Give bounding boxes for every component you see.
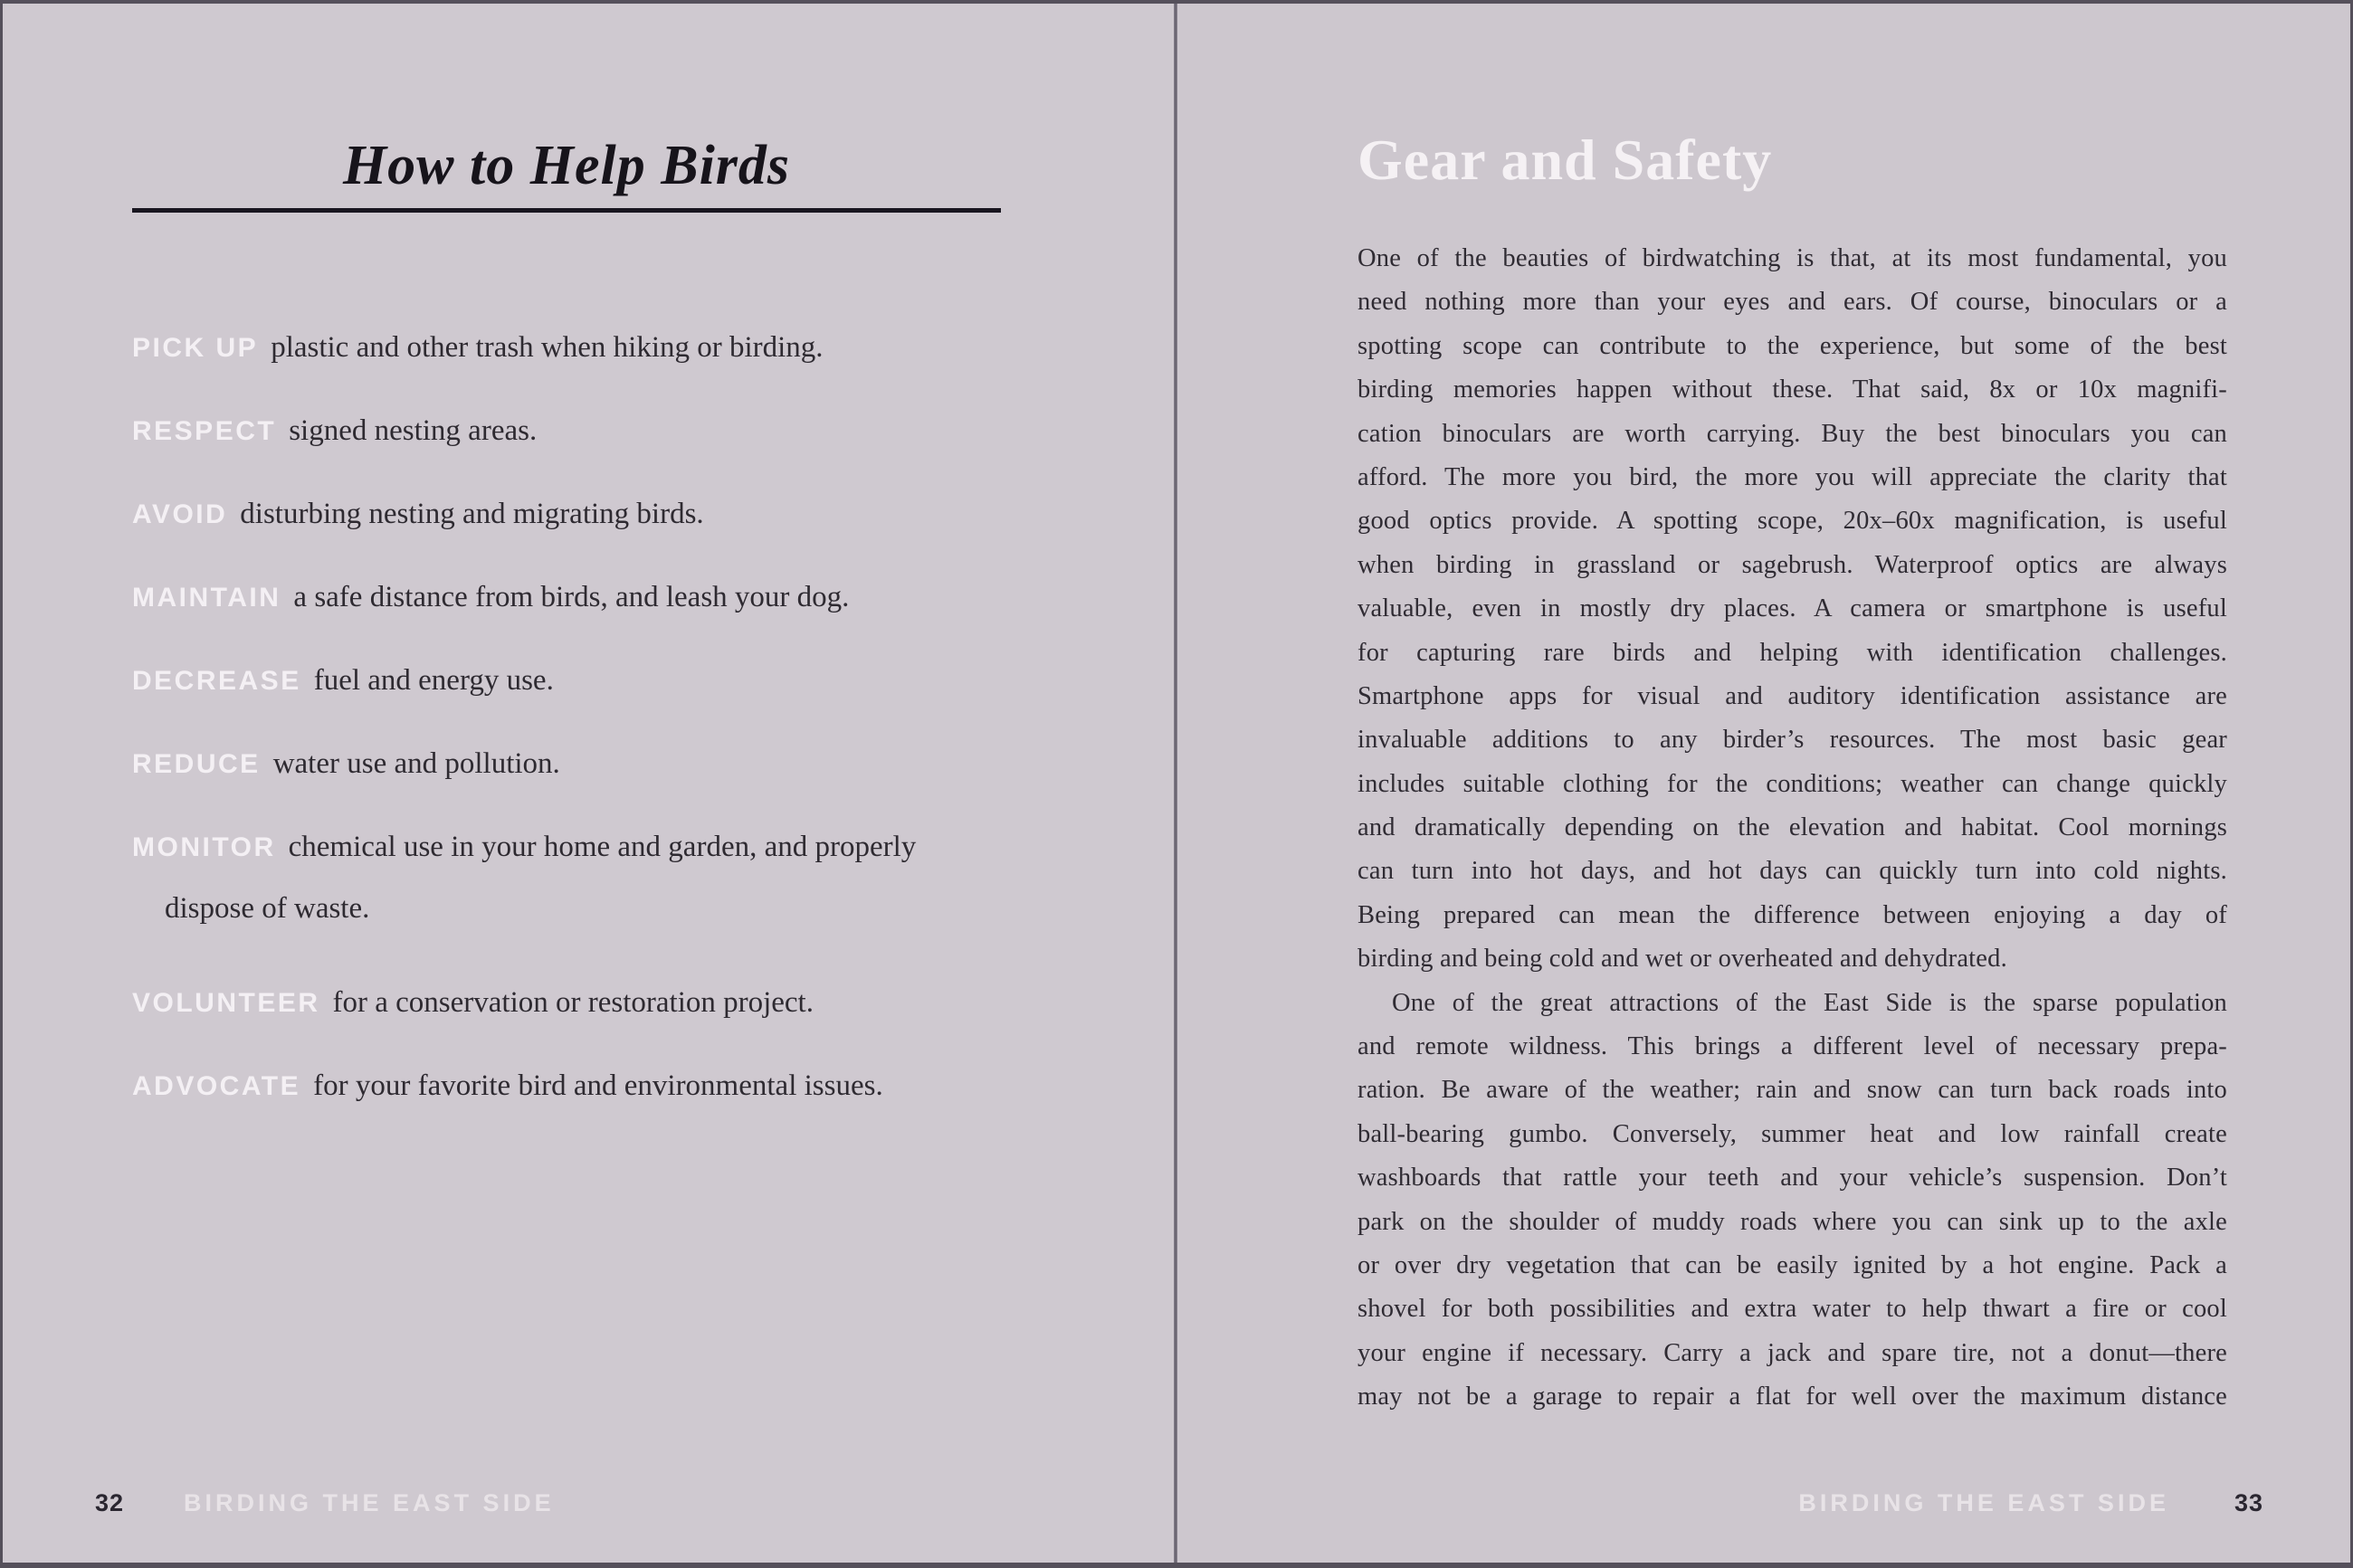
body-line: birding memories happen without these. That said, 8x or 10x magnifi- <box>1358 375 2227 404</box>
list-item <box>132 819 1110 942</box>
item-text: signed nesting areas. <box>289 414 538 447</box>
list-item <box>132 736 1110 797</box>
body-line: birding and being cold and wet or overheated and dehydrated. <box>1358 945 2007 974</box>
body-line: includes suitable clothing for the conditions; weather can change quickly <box>1358 769 2227 798</box>
body-line: can turn into hot days, and hot days can quickly turn into cold nights. <box>1358 857 2227 886</box>
body-line: and dramatically depending on the elevation and habitat. Cool mornings <box>1358 813 2227 842</box>
item-keyword: REDUCE <box>132 749 261 779</box>
item-keyword: MAINTAIN <box>132 583 281 613</box>
title-rule <box>132 208 1001 213</box>
page-left <box>3 4 1174 1563</box>
body-line: Being prepared can mean the difference between enjoying a day of <box>1358 900 2227 929</box>
body-line: shovel for both possibilities and extra water to help thwart a fire or cool <box>1358 1295 2227 1324</box>
right-page-content <box>1177 127 2227 1420</box>
body-line: One of the great attractions of the East Side is the sparse population <box>1392 988 2227 1017</box>
item-keyword: MONITOR <box>132 832 276 862</box>
item-keyword: ADVOCATE <box>132 1071 301 1101</box>
help-list <box>132 319 1110 1119</box>
item-text-continued: dispose of waste. <box>165 892 370 925</box>
footer-right <box>1798 1488 2263 1517</box>
body-line: spotting scope can contribute to the experience, but some of the best <box>1358 331 2227 360</box>
body-line: cation binoculars are worth carrying. Buy the best binoculars you can <box>1358 419 2227 448</box>
list-item <box>132 652 1110 714</box>
page-title-right: Gear and Safety <box>1358 128 1773 192</box>
body-line: for capturing rare birds and helping with identification challenges. <box>1358 638 2227 667</box>
running-title: BIRDING THE EAST SIDE <box>184 1489 555 1516</box>
item-text: for a conservation or restoration project. <box>332 986 814 1019</box>
item-text: chemical use in your home and garden, and properly <box>288 831 917 863</box>
left-page-header <box>132 132 1001 213</box>
item-text: disturbing nesting and migrating birds. <box>240 498 704 530</box>
list-item <box>132 1058 1110 1119</box>
body-line: need nothing more than your eyes and ears. Of course, binoculars or a <box>1358 288 2227 317</box>
body-line: washboards that rattle your teeth and your vehicle’s suspension. Don’t <box>1358 1164 2227 1193</box>
list-item <box>132 403 1110 464</box>
page-title-left: How to Help Birds <box>342 135 791 196</box>
body-line: ration. Be aware of the weather; rain and snow can turn back roads into <box>1358 1076 2227 1105</box>
item-keyword: DECREASE <box>132 666 301 696</box>
body-line: One of the beauties of birdwatching is that, at its most fundamental, you <box>1358 244 2227 272</box>
body-line: Smartphone apps for visual and auditory identification assistance are <box>1358 681 2227 710</box>
body-line: park on the shoulder of muddy roads where you can sink up to the axle <box>1358 1207 2227 1236</box>
page-number: 33 <box>2234 1489 2263 1516</box>
item-text: for your favorite bird and environmental issues. <box>313 1069 883 1102</box>
footer-left <box>95 1488 555 1517</box>
body-line: when birding in grassland or sagebrush. Waterproof optics are always <box>1358 550 2227 579</box>
item-text: fuel and energy use. <box>313 664 554 697</box>
body-line: afford. The more you bird, the more you will appreciate the clarity that <box>1358 462 2227 491</box>
list-item <box>132 569 1110 631</box>
item-keyword: VOLUNTEER <box>132 988 320 1018</box>
item-keyword: PICK UP <box>132 333 259 363</box>
item-keyword: AVOID <box>132 499 228 529</box>
body-line: or over dry vegetation that can be easily ignited by a hot engine. Pack a <box>1358 1250 2227 1279</box>
body-line: and remote wildness. This brings a different level of necessary prepa- <box>1358 1032 2227 1061</box>
body-line: good optics provide. A spotting scope, 20x–60x magnification, is useful <box>1358 507 2227 536</box>
page-number: 32 <box>95 1489 125 1516</box>
body-line: your engine if necessary. Carry a jack and spare tire, not a donut—there <box>1358 1338 2227 1367</box>
body-text <box>1358 237 2227 1420</box>
body-line: ball-bearing gumbo. Conversely, summer heat and low rainfall create <box>1358 1119 2227 1148</box>
item-text: a safe distance from birds, and leash your dog. <box>293 581 850 613</box>
body-line: invaluable additions to any birder’s resources. The most basic gear <box>1358 726 2227 755</box>
list-item <box>132 974 1110 1036</box>
list-item <box>132 486 1110 547</box>
page-right <box>1177 4 2350 1563</box>
list-item <box>132 319 1110 381</box>
item-keyword: RESPECT <box>132 416 277 446</box>
body-line: valuable, even in mostly dry places. A camera or smartphone is useful <box>1358 594 2227 623</box>
item-text: water use and pollution. <box>272 747 560 780</box>
body-line: may not be a garage to repair a flat for well over the maximum distance <box>1358 1383 2227 1411</box>
item-text: plastic and other trash when hiking or birding. <box>271 331 824 364</box>
running-title: BIRDING THE EAST SIDE <box>1798 1489 2169 1516</box>
